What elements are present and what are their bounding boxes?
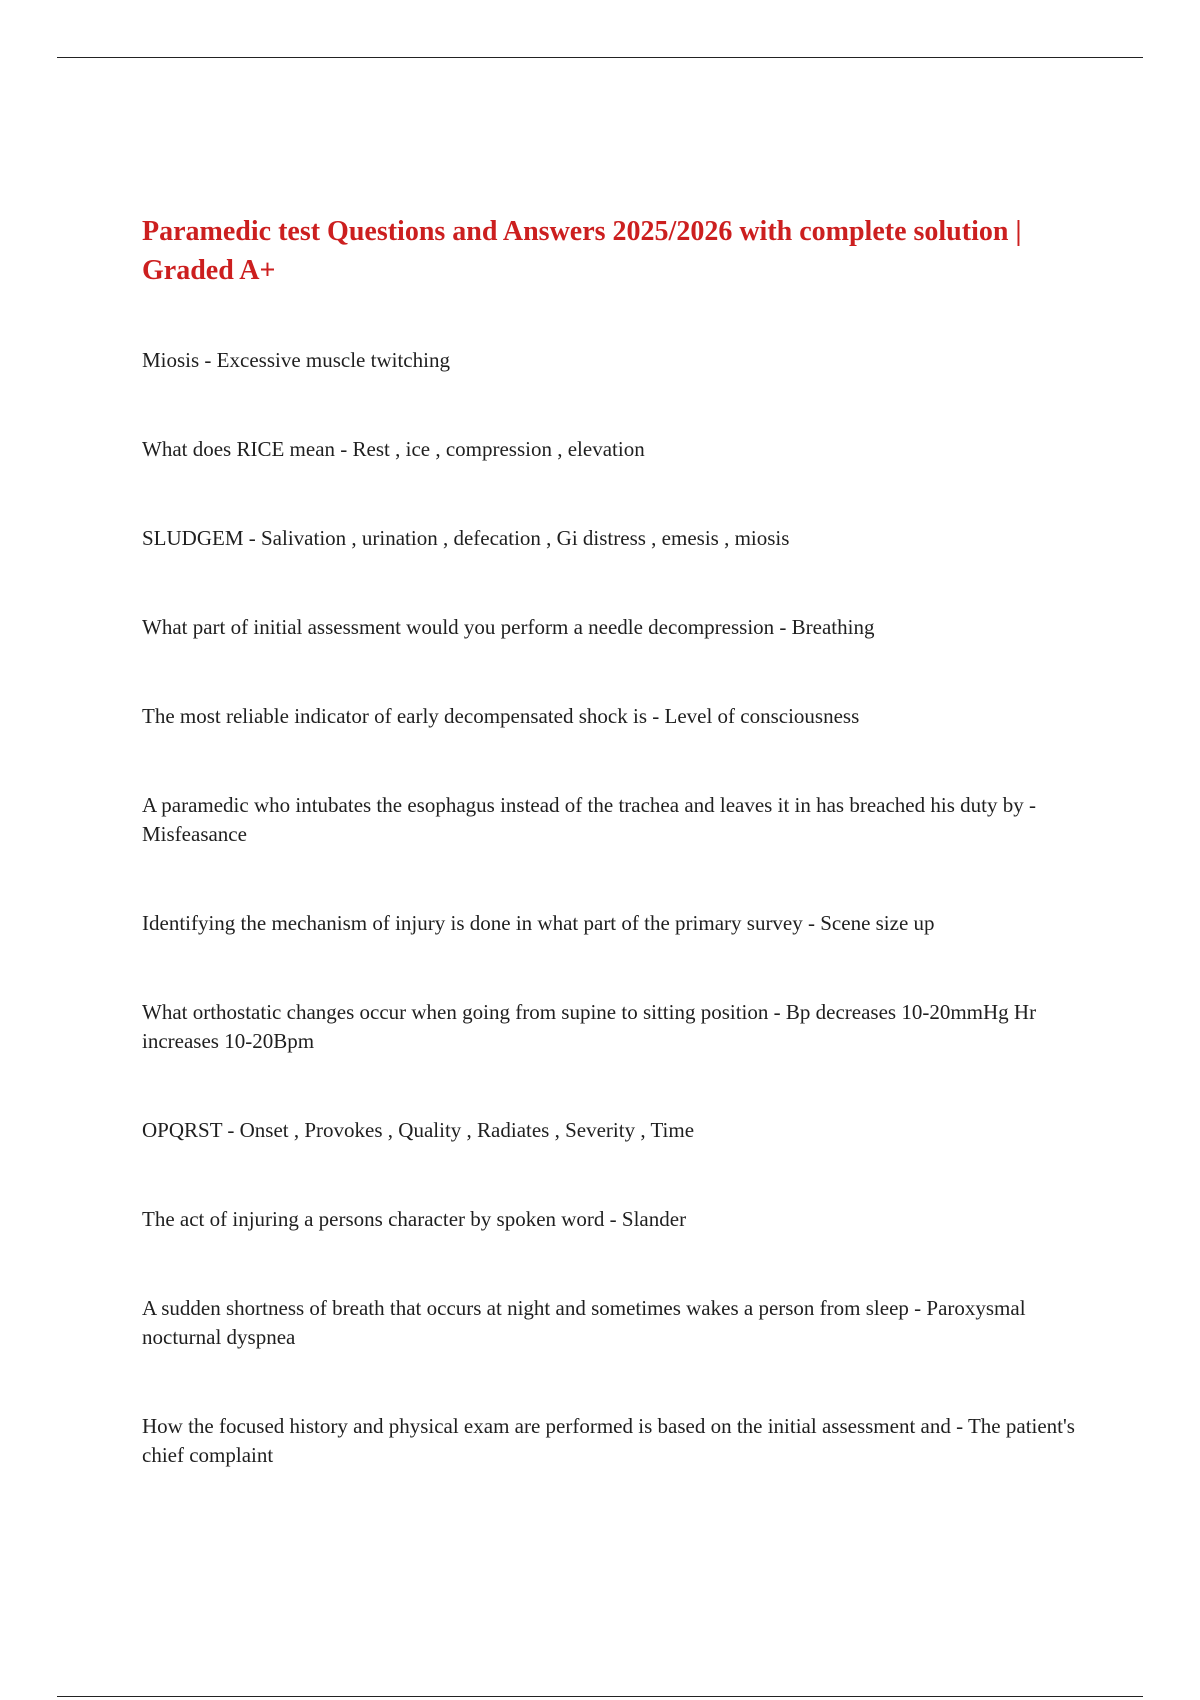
qa-item: A sudden shortness of breath that occurs at night and sometimes wakes a person from sleep - Paroxysmal nocturnal dyspnea [142, 1296, 1026, 1349]
qa-item: SLUDGEM - Salivation , urination , defecation , Gi distress , emesis , miosis [142, 526, 790, 550]
qa-item: Identifying the mechanism of injury is done in what part of the primary survey - Scene size up [142, 911, 935, 935]
qa-item: Miosis - Excessive muscle twitching [142, 348, 450, 372]
footer-rule [57, 1696, 1143, 1697]
qa-item: The act of injuring a persons character by spoken word - Slander [142, 1207, 687, 1231]
qa-item: The most reliable indicator of early decompensated shock is - Level of consciousness [142, 704, 860, 728]
qa-item: What orthostatic changes occur when going from supine to sitting position - Bp decreases 10-20mmHg Hr increases 10-20Bpm [142, 1000, 1037, 1053]
qa-item: OPQRST - Onset , Provokes , Quality , Radiates , Severity , Time [142, 1118, 695, 1142]
qa-item: What does RICE mean - Rest , ice , compression , elevation [142, 437, 645, 461]
qa-item: What part of initial assessment would you perform a needle decompression - Breathing [142, 615, 875, 639]
qa-item: How the focused history and physical exam are performed is based on the initial assessment and - The patient's chief complaint [142, 1414, 1075, 1467]
qa-list [142, 346, 1082, 1470]
document-body [142, 212, 1082, 1470]
document-title: Paramedic test Questions and Answers 2025/2026 with complete solution | Graded A+ [142, 216, 1022, 286]
header-rule [57, 57, 1143, 58]
qa-item: A paramedic who intubates the esophagus instead of the trachea and leaves it in has breached his duty by - Misfeasance [142, 793, 1036, 846]
